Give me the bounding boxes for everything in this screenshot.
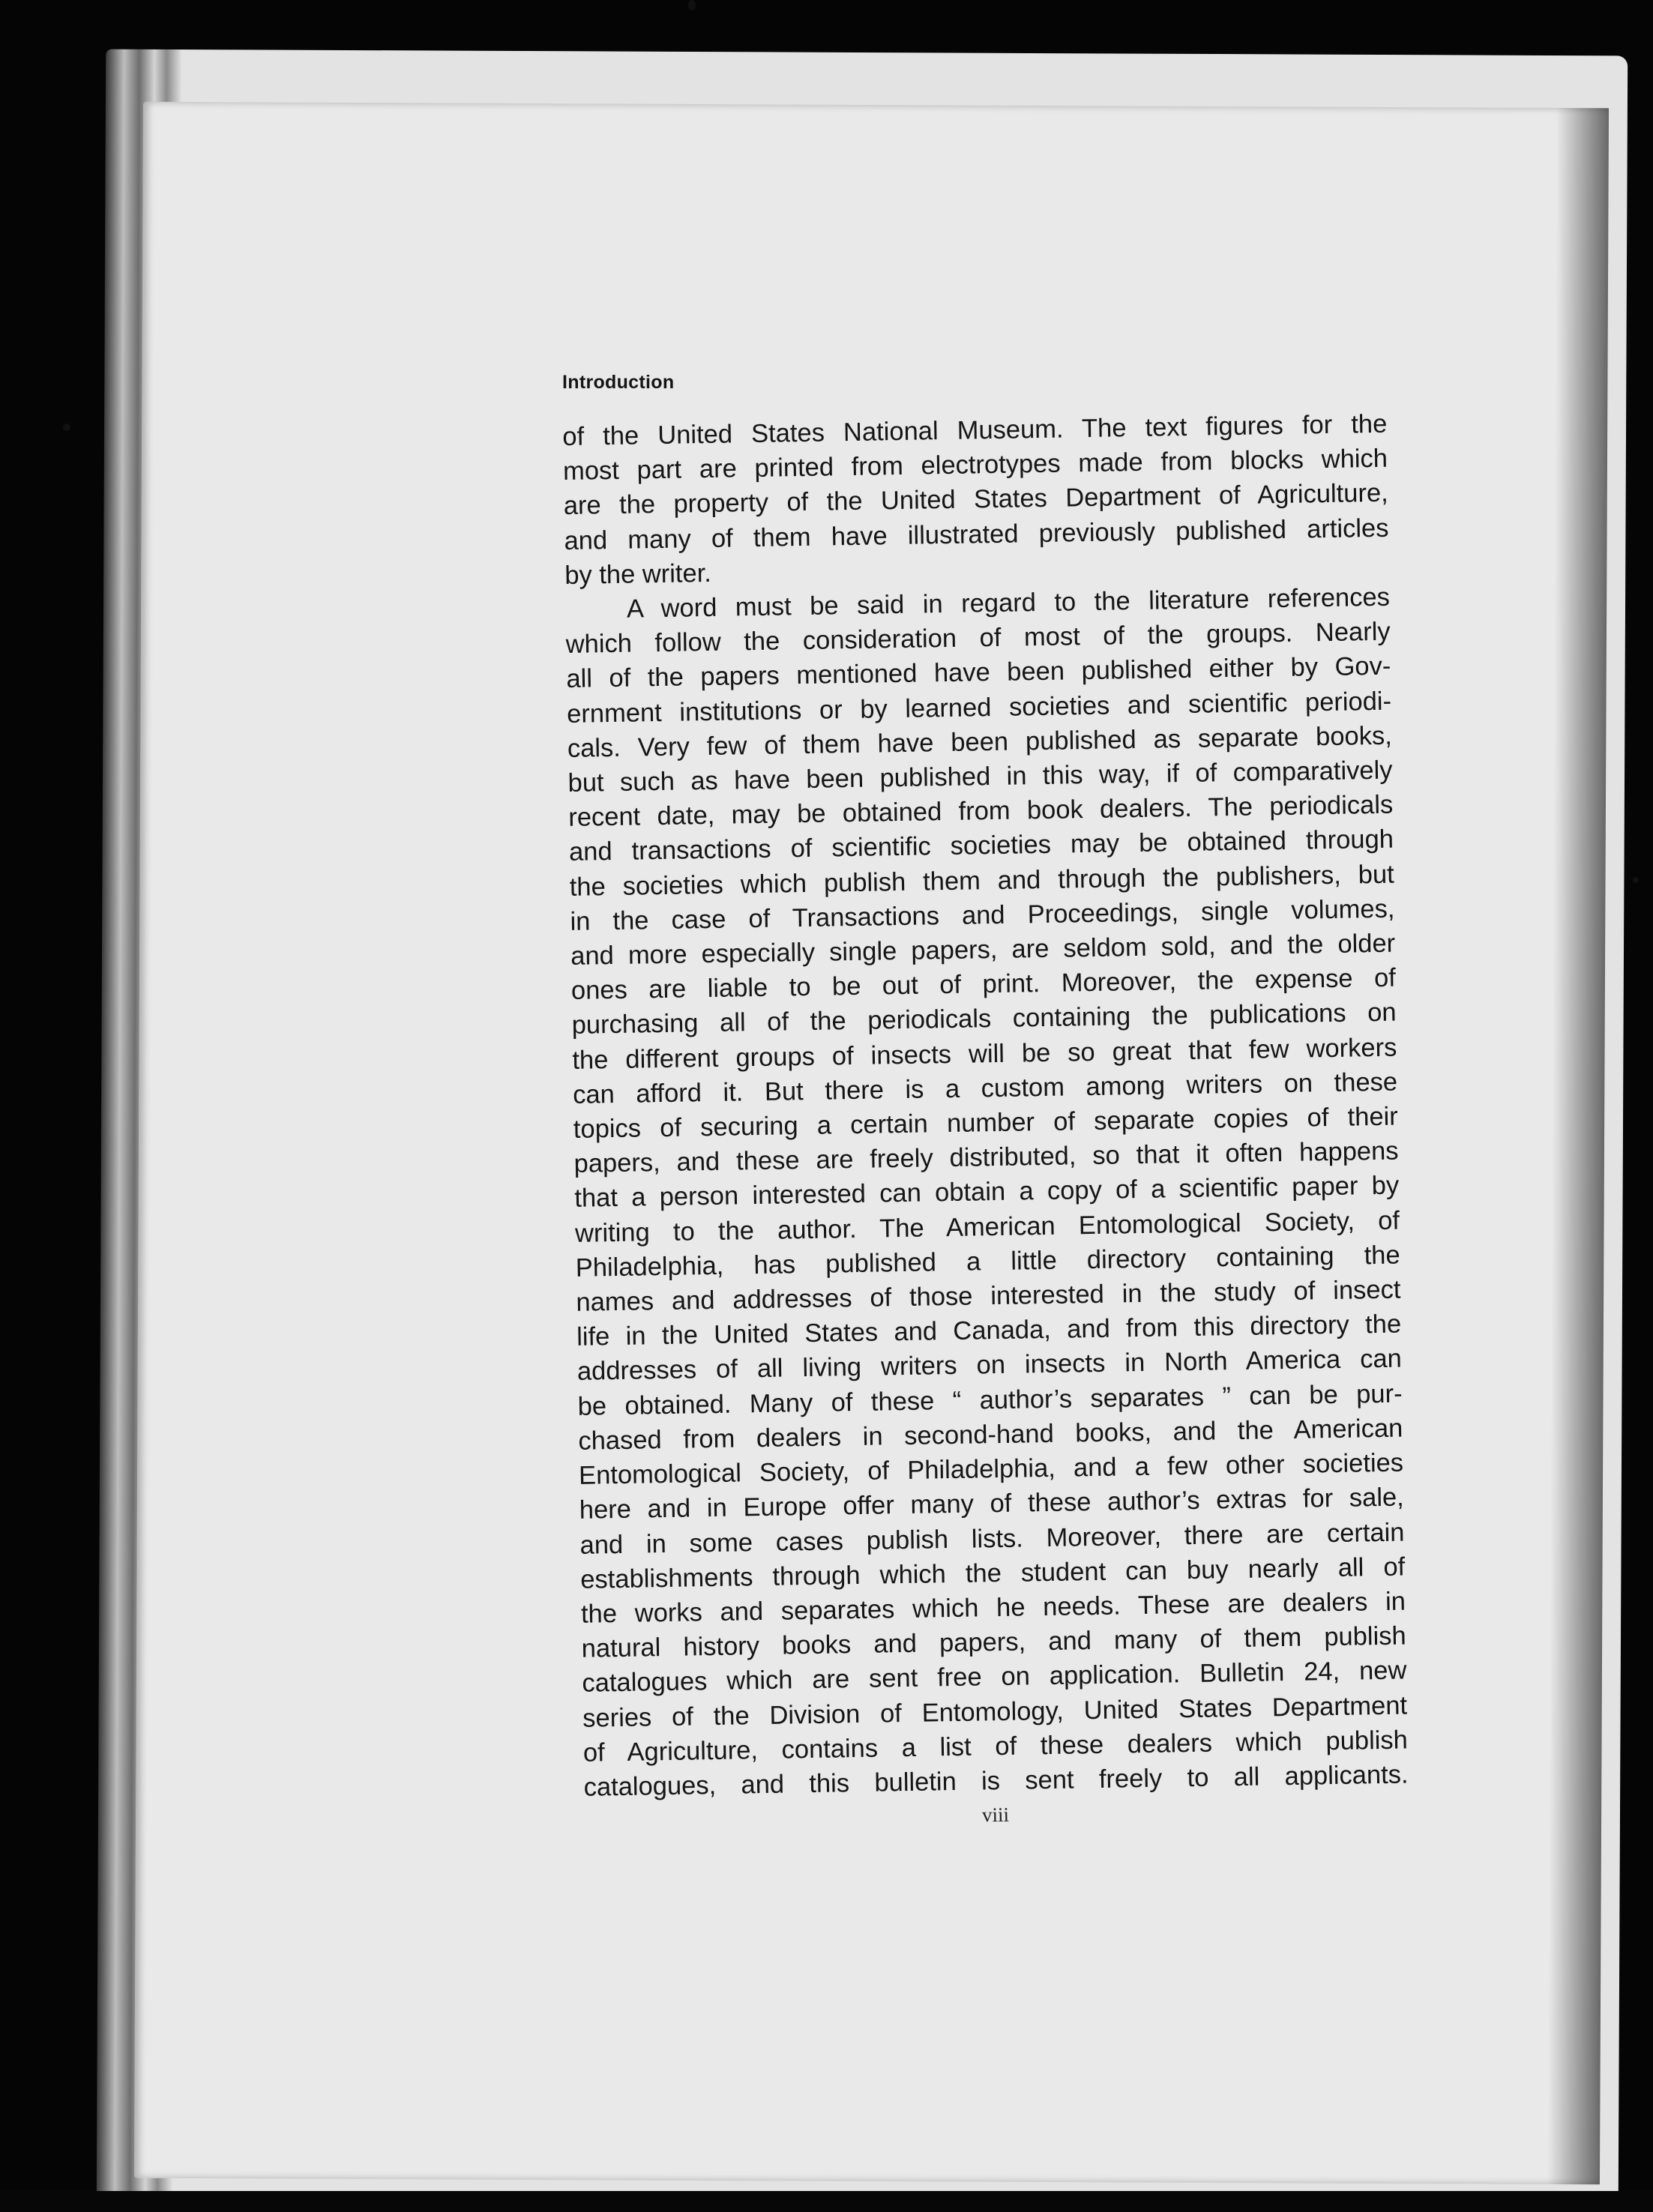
- text-line: that a person interested can obtain a copy of a scientific paper by: [574, 1172, 1400, 1214]
- text-line: recent date, may be obtained from book dealers. The periodicals: [568, 790, 1394, 833]
- page-number: viii: [981, 1803, 1010, 1827]
- text-line: A word must be said in regard to the literature references: [626, 582, 1391, 624]
- body-text: [562, 407, 1409, 1805]
- text-line: Philadelphia, has published a little directory containing the: [575, 1241, 1400, 1283]
- text-line: chased from dealers in second-hand books, and the American: [578, 1414, 1403, 1456]
- text-line: and many of them have illustrated previously published articles: [564, 513, 1389, 555]
- text-line: establishments through which the student can buy nearly all of: [580, 1552, 1406, 1594]
- text-line: ones are liable to be out of print. Moreover, the expense of: [570, 963, 1397, 1006]
- text-line: life in the United States and Canada, and from this directory the: [576, 1310, 1402, 1352]
- text-line: most part are printed from electrotypes made from blocks which: [562, 444, 1388, 486]
- page-gutter-shadow: [1547, 108, 1609, 2184]
- bottom-shadow: [0, 2191, 1653, 2212]
- text-line: natural history books and papers, and many of them publish: [581, 1621, 1406, 1663]
- scan-speck: [688, 0, 696, 10]
- scan-speck: [1633, 877, 1639, 883]
- text-line: the works and separates which he needs. These are dealers in: [580, 1587, 1406, 1629]
- scan-speck: [63, 424, 70, 431]
- text-line: of the United States National Museum. The text figures for the: [562, 409, 1388, 451]
- text-line: are the property of the United States Department of Agriculture,: [563, 479, 1388, 521]
- text-line: purchasing all of the periodicals containing the publications on: [571, 998, 1397, 1040]
- text-line: by the writer.: [564, 558, 712, 590]
- text-line: papers, and these are freely distributed, so that it often happens: [573, 1136, 1399, 1179]
- text-line: ernment institutions or by learned societies and scientific periodi-: [566, 687, 1392, 729]
- text-line: but such as have been published in this way, if of comparatively: [567, 756, 1393, 798]
- text-line: topics of securing a certain number of separate copies of their: [573, 1102, 1399, 1144]
- text-line: the different groups of insects will be so great that few workers: [572, 1033, 1397, 1075]
- text-line: in the case of Transactions and Proceedings, single volumes,: [570, 894, 1395, 936]
- text-line: writing to the author. The American Entomological Society, of: [574, 1206, 1400, 1248]
- text-line: and in some cases publish lists. Moreover, there are certain: [579, 1518, 1405, 1560]
- text-line: the societies which publish them and through the publishers, but: [569, 860, 1394, 902]
- text-line: cals. Very few of them have been published as separate books,: [567, 721, 1393, 763]
- text-line: all of the papers mentioned have been published either by Gov-: [566, 652, 1391, 694]
- text-line: and more especially single papers, are seldom sold, and the older: [570, 929, 1396, 971]
- text-line: and transactions of scientific societies may be obtained through: [568, 825, 1394, 867]
- running-header: Introduction: [562, 372, 675, 393]
- text-line: names and addresses of those interested in the study of insect: [576, 1275, 1401, 1317]
- text-line: series of the Division of Entomology, United States Department: [582, 1691, 1408, 1733]
- text-line: be obtained. Many of these “ author’s separates ” can be pur-: [577, 1379, 1403, 1421]
- text-line: Entomological Society, of Philadelphia, and a few other societies: [578, 1448, 1404, 1490]
- text-line: which follow the consideration of most of the groups. Nearly: [565, 617, 1391, 660]
- text-line: catalogues which are sent free on application. Bulletin 24, new: [582, 1656, 1407, 1699]
- text-line: catalogues, and this bulletin is sent freely to all applicants.: [583, 1760, 1409, 1802]
- text-line: of Agriculture, contains a list of these dealers which publish: [582, 1726, 1409, 1768]
- text-line: can afford it. But there is a custom among writers on these: [572, 1067, 1398, 1109]
- text-line: addresses of all living writers on insects in North America can: [576, 1345, 1403, 1387]
- text-line: here and in Europe offer many of these author’s extras for sale,: [579, 1483, 1405, 1525]
